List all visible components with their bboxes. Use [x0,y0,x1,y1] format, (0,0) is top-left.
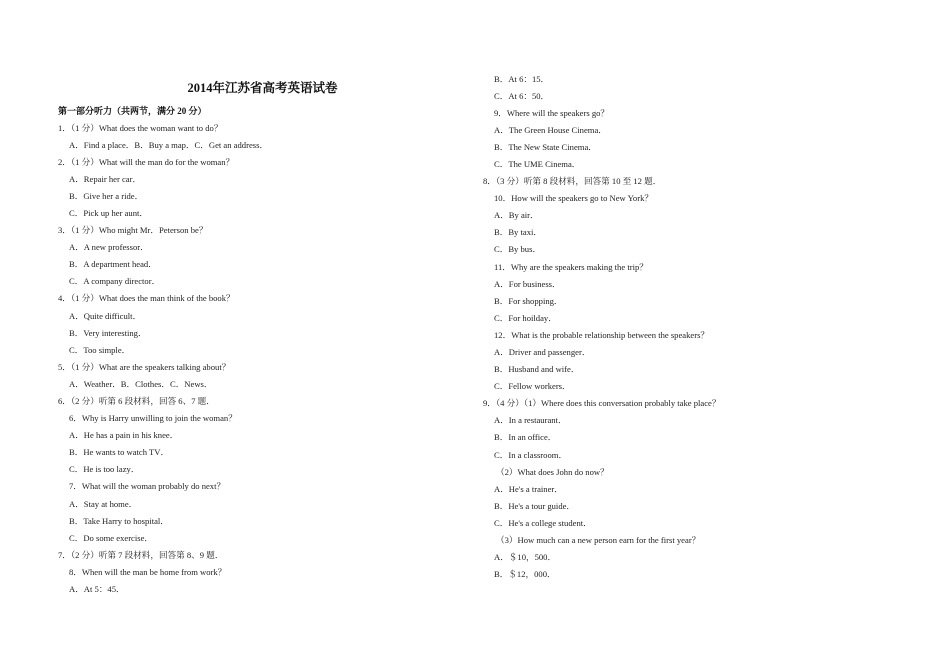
left-column [58,120,268,599]
text-line: C．In a classroom． [494,449,568,460]
text-line: C．For hoilday． [494,312,557,323]
text-line: A．By air． [494,210,539,221]
text-line: C．He's a college student． [494,517,592,528]
text-line: C．Fellow workers． [494,381,571,392]
question-line: 7．（2 分）听第 7 段材料，回答第 8、9 题． [58,549,224,560]
question-line: 2．（1 分）What will the man do for the woman？ [58,156,235,167]
text-line: A．＄10，500． [494,552,557,563]
text-line: A．He's a trainer． [494,483,563,494]
text-line: 7．What will the woman probably do next？ [69,481,226,492]
text-line: A．Stay at home． [69,498,138,509]
text-line: A．The Green House Cinema． [494,124,607,135]
text-line: 10．How will the speakers go to New York？ [494,193,653,204]
question-line: 6．（2 分）听第 6 段材料，回答 6、7 题． [58,396,215,406]
text-line: C．By bus． [494,244,542,255]
question-line: 8．（3 分）听第 8 段材料，回答第 10 至 12 题． [483,176,662,187]
text-line: 12．What is the probable relationship between the speakers？ [494,329,710,340]
text-line: A．He has a pain in his knee． [69,430,179,441]
text-line: 11．Why are the speakers making the trip？ [494,261,648,272]
text-line: A．Repair her car． [69,173,142,184]
text-line: A．A new professor． [69,242,149,253]
text-line: A．Quite difficult． [69,310,142,321]
text-line: B．Take Harry to hospital． [69,515,169,526]
question-line: 5．（1 分）What are the speakers talking about？ [58,361,231,372]
text-line: B．Husband and wife． [494,364,580,375]
text-line: A．Driver and passenger． [494,347,591,357]
text-line: B．Very interesting． [69,327,147,338]
question-line: 1．（1 分）What does the woman want to do？ [58,122,223,133]
right-column [483,71,720,584]
text-line: B．Give her a ride． [69,190,144,201]
document-title: 2014年江苏省高考英语试卷 [187,81,338,95]
text-line: B．He wants to watch TV． [69,447,170,458]
text-line: B．He's a tour guide． [494,500,576,511]
text-line: 9．Where will the speakers go？ [494,107,610,118]
text-line: C．Pick up her aunt． [69,207,149,218]
text-line: B．A department head． [69,259,157,270]
question-line: 3．（1 分）Who might Mr．Peterson be？ [58,225,208,236]
text-line: 8．When will the man be home from work？ [69,566,227,577]
text-line: C．At 6：50． [494,90,550,101]
section-heading: 第一部分听力（共两节，满分 20 分） [58,106,207,116]
question-line: 9．（4 分）（1）Where does this conversation probably take place？ [483,398,721,409]
text-line: C．Do some exercise． [69,532,154,543]
text-line: （2）What does John do now？ [496,466,609,477]
text-line: C．Too simple． [69,344,131,355]
text-line: （3）How much can a new person earn for the first year？ [496,535,701,546]
text-line: B．The New State Cinema． [494,141,597,152]
text-line: B．For shopping． [494,295,563,306]
question-line: 4．（1 分）What does the man think of the book？ [58,293,235,304]
text-line: A．At 5：45． [69,584,125,595]
text-line: B．By taxi． [494,227,542,238]
text-line: A．In a restaurant． [494,415,567,426]
text-line: C．A company director． [69,276,161,287]
text-line: B．In an office． [494,432,557,443]
text-line: A．Find a place．B．Buy a map．C．Get an address． [69,139,269,150]
text-line: 6．Why is Harry unwilling to join the woman？ [69,413,237,424]
text-line: A．Weather．B．Clothes．C．News． [69,378,213,389]
text-line: A．For business． [494,278,561,289]
text-line: B．At 6：15． [494,73,550,84]
text-line: C．He is too lazy． [69,464,140,475]
text-line: B．＄12，000． [494,569,556,580]
text-line: C．The UME Cinema． [494,158,581,169]
